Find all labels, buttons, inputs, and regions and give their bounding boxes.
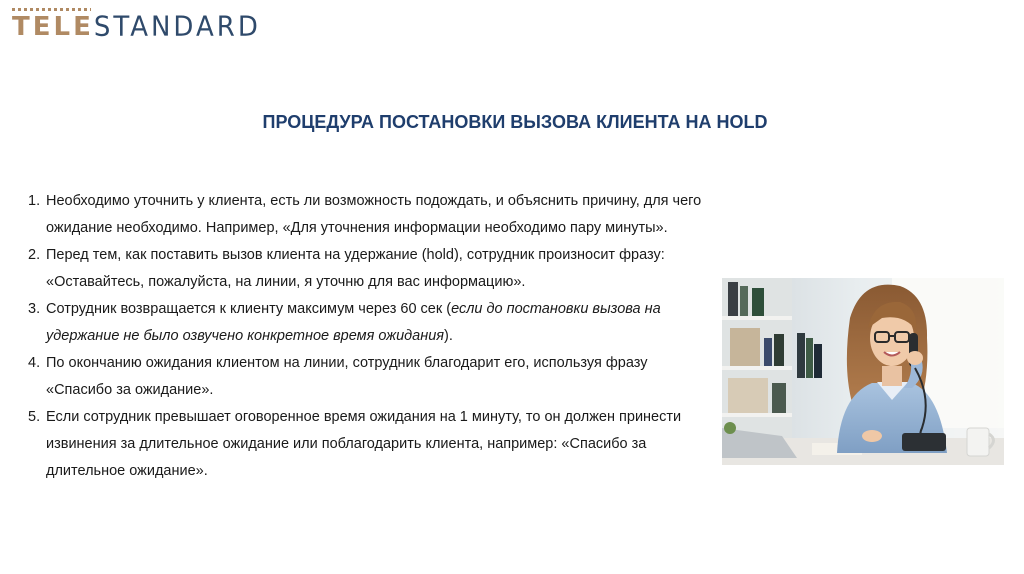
item-text-plain: Сотрудник возвращается к клиенту максимум через 60 сек ( <box>46 301 452 317</box>
logo-part-tele: TELE <box>12 12 94 42</box>
item-number: 3. <box>28 301 41 317</box>
list-item <box>28 188 708 242</box>
item-number: 1. <box>28 193 41 209</box>
list-item <box>28 350 708 404</box>
item-number: 4. <box>28 355 41 371</box>
procedure-list <box>28 188 708 485</box>
item-text-plain-end: ). <box>444 328 453 344</box>
item-text: Необходимо уточнить у клиента, есть ли возможность подождать, и объяснить причину, для чего ожидание необходимо. Например, «Для уточнения информации необходимо пару минуты». <box>46 193 702 236</box>
logo-part-standard: STANDARD <box>93 11 261 43</box>
list-item <box>28 404 708 485</box>
item-text <box>46 296 708 350</box>
item-number: 2. <box>28 247 41 263</box>
item-text-italic: если до постановки вызова на удержание не было озвучено конкретное время ожидания <box>46 301 661 344</box>
company-logo <box>12 11 261 43</box>
slide-title: ПРОЦЕДУРА ПОСТАНОВКИ ВЫЗОВА КЛИЕНТА НА HOLD <box>262 112 768 132</box>
list-item <box>28 296 708 350</box>
item-text: Если сотрудник превышает оговоренное время ожидания на 1 минуту, то он должен принести извинения за длительное ожидание или поблагодарить клиента, например: «Спасибо за длительное ожидание». <box>46 409 682 479</box>
list-item <box>28 242 708 296</box>
item-number: 5. <box>28 409 41 425</box>
item-text: Перед тем, как поставить вызов клиента на удержание (hold), сотрудник произносит фразу: «Оставайтесь, пожалуйста, на линии, я уточню для вас информацию». <box>46 247 665 290</box>
item-text: По окончанию ожидания клиентом на линии, сотрудник благодарит его, используя фразу «Спасибо за ожидание». <box>46 355 648 398</box>
office-worker-photo <box>722 278 1004 465</box>
